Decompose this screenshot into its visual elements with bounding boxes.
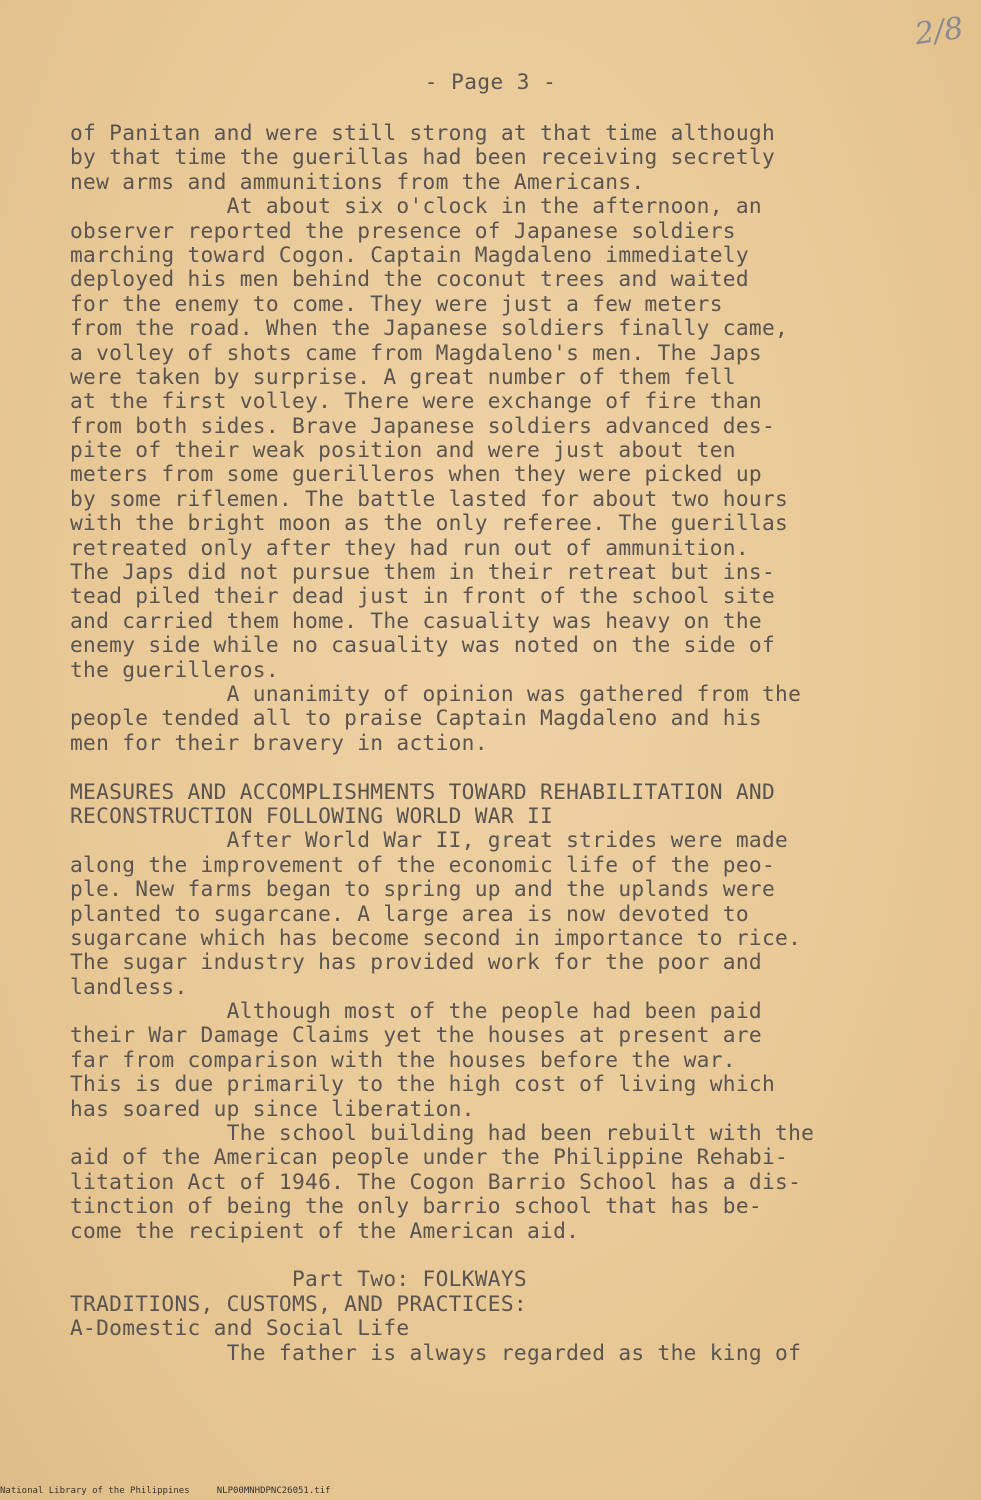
text-line: at the first volley. There were exchange of fire than [70, 388, 762, 414]
text-line: TRADITIONS, CUSTOMS, AND PRACTICES: [70, 1290, 527, 1316]
text-line: from both sides. Brave Japanese soldiers advanced des- [70, 412, 776, 438]
text-line: This is due primarily to the high cost of living which [70, 1071, 776, 1097]
text-line: new arms and ammunitions from the Americans. [70, 168, 645, 194]
archive-footer: National Library of the Philippines NLP00MNHDPNC26051.tif [0, 1486, 331, 1496]
text-line: The sugar industry has provided work for the poor and [70, 949, 762, 975]
text-line: ple. New farms began to spring up and the uplands were [70, 876, 776, 902]
text-line: people tended all to praise Captain Magdaleno and his [70, 705, 762, 731]
text-line: has soared up since liberation. [70, 1095, 475, 1121]
text-line: meters from some guerilleros when they were picked up [70, 461, 762, 487]
text-line: with the bright moon as the only referee. The guerillas [70, 510, 789, 536]
typed-text-body [70, 121, 950, 1365]
text-line: After World War II, great strides were made [70, 827, 789, 853]
text-line: The father is always regarded as the king of [70, 1339, 802, 1365]
text-line: from the road. When the Japanese soldiers finally came, [70, 315, 789, 341]
text-line: enemy side while no casuality was noted on the side of [70, 632, 776, 658]
text-line: men for their bravery in action. [70, 729, 488, 755]
text-line: deployed his men behind the coconut trees and waited [70, 266, 749, 292]
text-line: At about six o'clock in the afternoon, an [70, 193, 762, 219]
text-line: marching toward Cogon. Captain Magdaleno immediately [70, 241, 749, 267]
text-line [70, 755, 950, 779]
text-line: for the enemy to come. They were just a few meters [70, 290, 723, 316]
text-line: The school building had been rebuilt with the [70, 1120, 815, 1146]
text-line: The Japs did not pursue them in their retreat but ins- [70, 559, 776, 585]
text-line: tead piled their dead just in front of the school site [70, 583, 776, 609]
text-line: litation Act of 1946. The Cogon Barrio School has a dis- [70, 1168, 802, 1194]
text-line [70, 1243, 950, 1267]
text-line: and carried them home. The casuality was heavy on the [70, 607, 762, 633]
text-line: pite of their weak position and were just about ten [70, 437, 736, 463]
text-line: A unanimity of opinion was gathered from the [70, 680, 802, 706]
text-line: by some riflemen. The battle lasted for about two hours [70, 485, 789, 511]
text-line: a volley of shots came from Magdaleno's men. The Japs [70, 339, 762, 365]
text-line: sugarcane which has become second in importance to rice. [70, 924, 802, 950]
text-line: RECONSTRUCTION FOLLOWING WORLD WAR II [70, 802, 554, 828]
text-line: observer reported the presence of Japanese soldiers [70, 217, 736, 243]
text-line: Although most of the people had been paid [70, 998, 762, 1024]
text-line: of Panitan and were still strong at that time although [70, 120, 776, 145]
text-line: were taken by surprise. A great number of them fell [70, 363, 736, 389]
handwritten-page-mark: 2/8 [912, 10, 966, 53]
text-line: A-Domestic and Social Life [70, 1315, 410, 1341]
text-line: their War Damage Claims yet the houses at present are [70, 1022, 762, 1048]
text-line: Part Two: FOLKWAYS [70, 1266, 527, 1292]
text-line: planted to sugarcane. A large area is now devoted to [70, 900, 749, 926]
text-line: retreated only after they had run out of ammunition. [70, 534, 749, 560]
text-line: far from comparison with the houses before the war. [70, 1046, 736, 1072]
text-line: along the improvement of the economic life of the peo- [70, 851, 776, 877]
text-line: aid of the American people under the Philippine Rehabi- [70, 1144, 789, 1170]
text-line: tinction of being the only barrio school that has be- [70, 1193, 762, 1219]
page-header: - Page 3 - [424, 70, 557, 94]
text-line: the guerilleros. [70, 656, 279, 682]
text-line: MEASURES AND ACCOMPLISHMENTS TOWARD REHABILITATION AND [70, 778, 776, 804]
text-line: come the recipient of the American aid. [70, 1217, 580, 1243]
text-line: by that time the guerillas had been receiving secretly [70, 144, 776, 170]
text-line: landless. [70, 973, 188, 999]
